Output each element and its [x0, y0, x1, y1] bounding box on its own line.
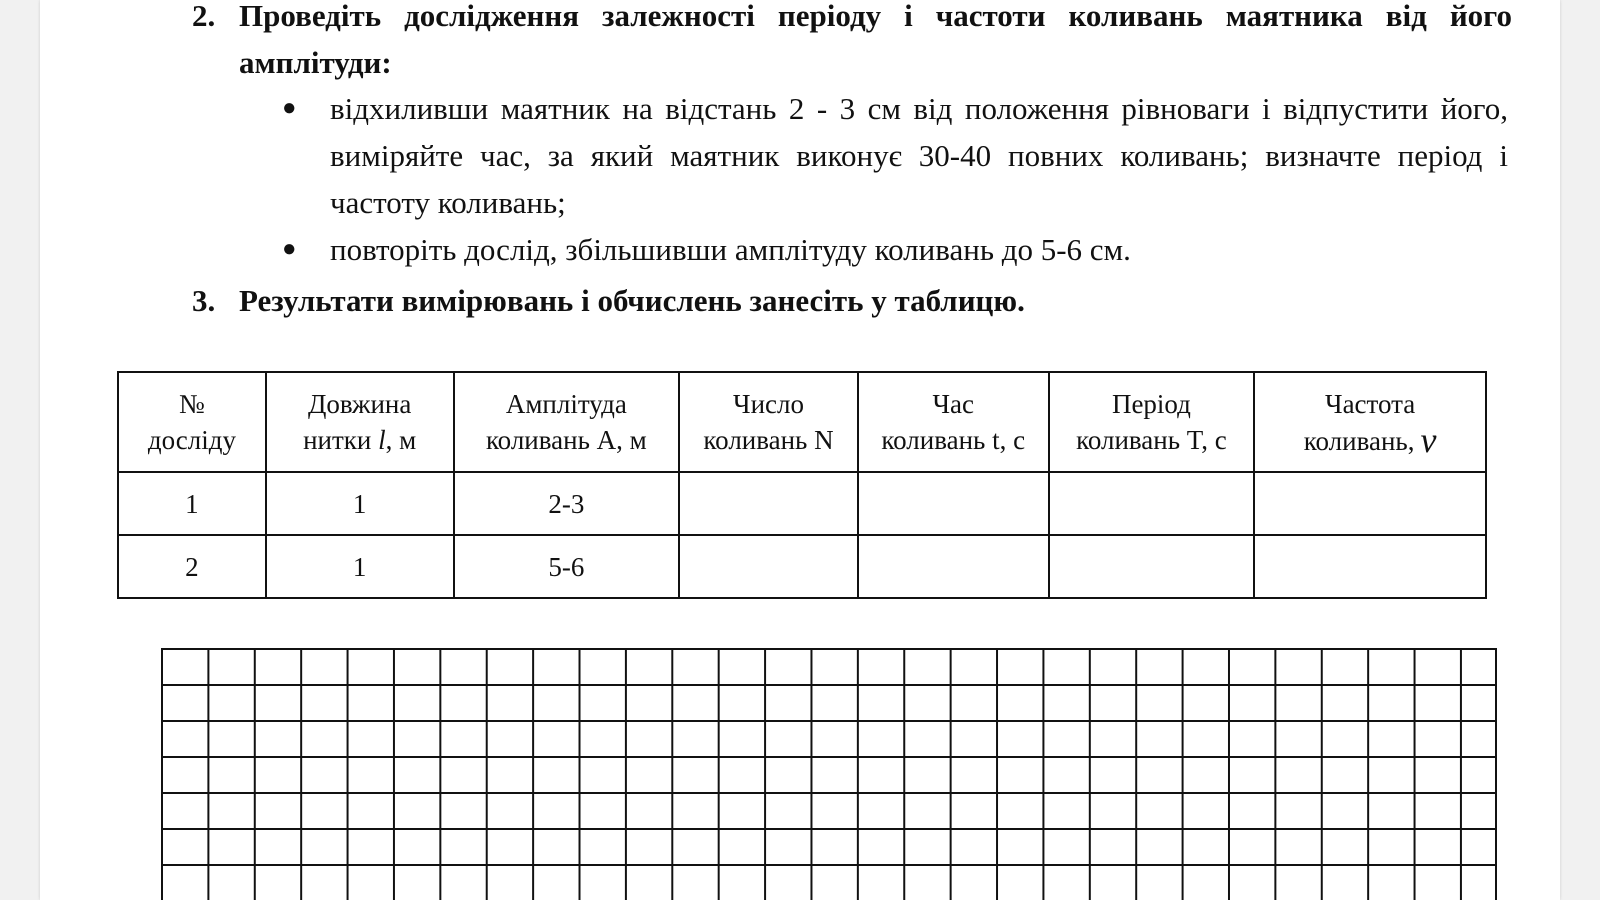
bullet-dot-icon: ●: [282, 95, 297, 121]
header-amplitude: Амплітуда коливань А, м: [454, 372, 680, 472]
document-page: [40, 0, 1560, 900]
header-period: Період коливань T, с: [1049, 372, 1255, 472]
header-experiment-number: № досліду: [118, 372, 266, 472]
table-row: [118, 535, 1486, 598]
bullet-text: повторіть дослід, збільшивши амплітуду коливань до 5-6 см.: [330, 232, 1131, 267]
table-cell: 1: [118, 472, 266, 535]
table-cell: 1: [266, 472, 454, 535]
bullet-dot-icon: ●: [282, 236, 297, 262]
nu-symbol: ν: [1420, 419, 1437, 460]
results-table: [117, 371, 1487, 599]
header-oscillation-count: Число коливань N: [679, 372, 858, 472]
table-cell: [1049, 535, 1255, 598]
section-2-heading: [192, 0, 1512, 86]
bullet-item: [282, 85, 1508, 226]
section-2-text: Проведіть дослідження залежності періоду і частоти коливань маятника від його амплітуди:: [239, 0, 1512, 80]
table-cell: [858, 472, 1049, 535]
section-3-heading: [192, 277, 1512, 324]
section-3-number: 3.: [192, 283, 216, 318]
graph-paper-grid: [161, 648, 1497, 900]
header-frequency: Частота коливань, ν: [1254, 372, 1486, 472]
table-cell: [1049, 472, 1255, 535]
header-string-length: Довжина нитки l, м: [266, 372, 454, 472]
section-2-number: 2.: [192, 0, 216, 33]
bullet-item: [282, 226, 1508, 273]
table-cell: 2-3: [454, 472, 680, 535]
header-oscillation-time: Час коливань t, с: [858, 372, 1049, 472]
section-3-text: Результати вимірювань і обчислень занесіть у таблицю.: [239, 283, 1025, 318]
table-cell: 5-6: [454, 535, 680, 598]
table-row: [118, 472, 1486, 535]
table-cell: 2: [118, 535, 266, 598]
table-cell: [679, 535, 858, 598]
table-header-row: [118, 372, 1486, 472]
table-cell: 1: [266, 535, 454, 598]
bullet-text: відхиливши маятник на відстань 2 - 3 см від положення рівноваги і відпустити його, виміряйте час, за який маятник виконує 30-40 повних коливань; визначте період і частоту коливань;: [330, 91, 1508, 220]
table-cell: [1254, 472, 1486, 535]
table-cell: [679, 472, 858, 535]
table-cell: [858, 535, 1049, 598]
table-cell: [1254, 535, 1486, 598]
